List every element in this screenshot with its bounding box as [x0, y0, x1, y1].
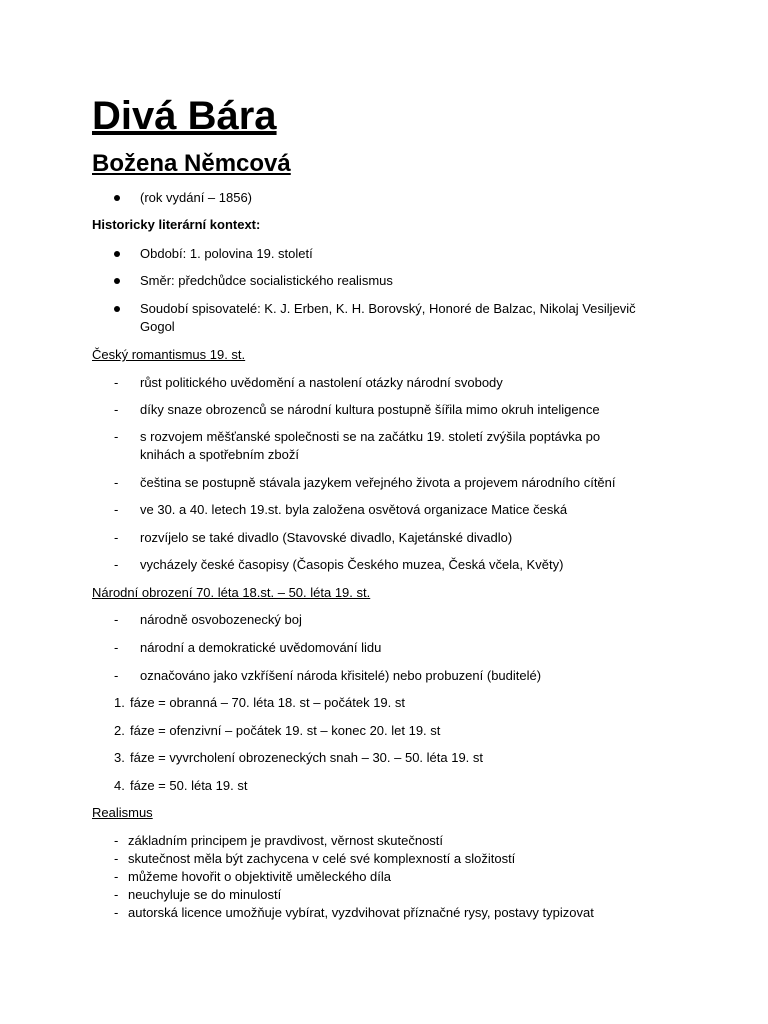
dash-marker: - — [114, 851, 119, 866]
romanticism-item: ve 30. a 40. letech 19.st. byla založena osvětová organizace Matice česká — [140, 502, 568, 517]
dash-marker: - — [114, 557, 119, 572]
phase-text: fáze = vyvrcholení obrozeneckých snah – 30. – 50. léta 19. st — [130, 750, 484, 765]
realism-item: můžeme hovořit o objektivitě uměleckého díla — [128, 869, 392, 884]
document-title: Divá Bára — [92, 94, 277, 138]
phase-text: fáze = ofenzivní – počátek 19. st – konec 20. let 19. st — [130, 723, 441, 738]
realism-item: neuchyluje se do minulostí — [128, 887, 282, 902]
dash-marker: - — [114, 668, 119, 683]
dash-marker: - — [114, 887, 119, 902]
context-heading: Historicky literární kontext: — [92, 217, 261, 232]
dash-marker: - — [114, 612, 119, 627]
dash-marker: - — [114, 640, 119, 655]
phase-number: 1. — [114, 695, 125, 710]
realism-item: základním principem je pravdivost, věrnost skutečností — [128, 833, 444, 848]
revival-item: národně osvobozenecký boj — [140, 612, 302, 627]
romanticism-item: s rozvojem měšťanské společnosti se na začátku 19. století zvýšila poptávka po — [140, 429, 601, 444]
bullet-icon — [114, 278, 120, 284]
phase-text: fáze = obranná – 70. léta 18. st – počátek 19. st — [130, 695, 405, 710]
dash-marker: - — [114, 869, 119, 884]
bullet-icon — [114, 195, 120, 201]
bullet-icon — [114, 251, 120, 257]
phase-number: 4. — [114, 778, 125, 793]
context-item: Období: 1. polovina 19. století — [140, 246, 313, 261]
dash-marker: - — [114, 530, 119, 545]
context-item-continuation: Gogol — [140, 319, 175, 334]
romanticism-item: vycházely české časopisy (Časopis Českého muzea, Česká včela, Květy) — [140, 557, 564, 572]
realism-heading: Realismus — [92, 805, 153, 820]
bullet-icon — [114, 306, 120, 312]
romanticism-item: díky snaze obrozenců se národní kultura postupně šířila mimo okruh inteligence — [140, 402, 600, 417]
intro-bullet-text: (rok vydání – 1856) — [140, 190, 253, 205]
romanticism-item-continuation: knihách a spotřebním zboží — [140, 447, 299, 462]
phase-number: 3. — [114, 750, 125, 765]
revival-item: označováno jako vzkříšení národa křisitelé) nebo probuzení (buditelé) — [140, 668, 542, 683]
realism-item: skutečnost měla být zachycena v celé své komplexností a složitostí — [128, 851, 516, 866]
dash-marker: - — [114, 905, 119, 920]
context-item: Směr: předchůdce socialistického realismus — [140, 273, 393, 288]
realism-item: autorská licence umožňuje vybírat, vyzdvihovat příznačné rysy, postavy typizovat — [128, 905, 594, 920]
dash-marker: - — [114, 375, 119, 390]
dash-marker: - — [114, 429, 119, 444]
romanticism-item: rozvíjelo se také divadlo (Stavovské divadlo, Kajetánské divadlo) — [140, 530, 513, 545]
revival-heading: Národní obrození 70. léta 18.st. – 50. léta 19. st. — [92, 585, 371, 600]
revival-item: národní a demokratické uvědomování lidu — [140, 640, 382, 655]
context-item: Soudobí spisovatelé: K. J. Erben, K. H. Borovský, Honoré de Balzac, Nikolaj Vesiljevič — [140, 301, 636, 316]
dash-marker: - — [114, 833, 119, 848]
romanticism-heading: Český romantismus 19. st. — [92, 347, 246, 362]
dash-marker: - — [114, 475, 119, 490]
dash-marker: - — [114, 502, 119, 517]
romanticism-item: čeština se postupně stávala jazykem veřejného života a projevem národního cítění — [140, 475, 616, 490]
phase-text: fáze = 50. léta 19. st — [130, 778, 248, 793]
phase-number: 2. — [114, 723, 125, 738]
document-author: Božena Němcová — [92, 150, 291, 177]
dash-marker: - — [114, 402, 119, 417]
romanticism-item: růst politického uvědomění a nastolení otázky národní svobody — [140, 375, 503, 390]
